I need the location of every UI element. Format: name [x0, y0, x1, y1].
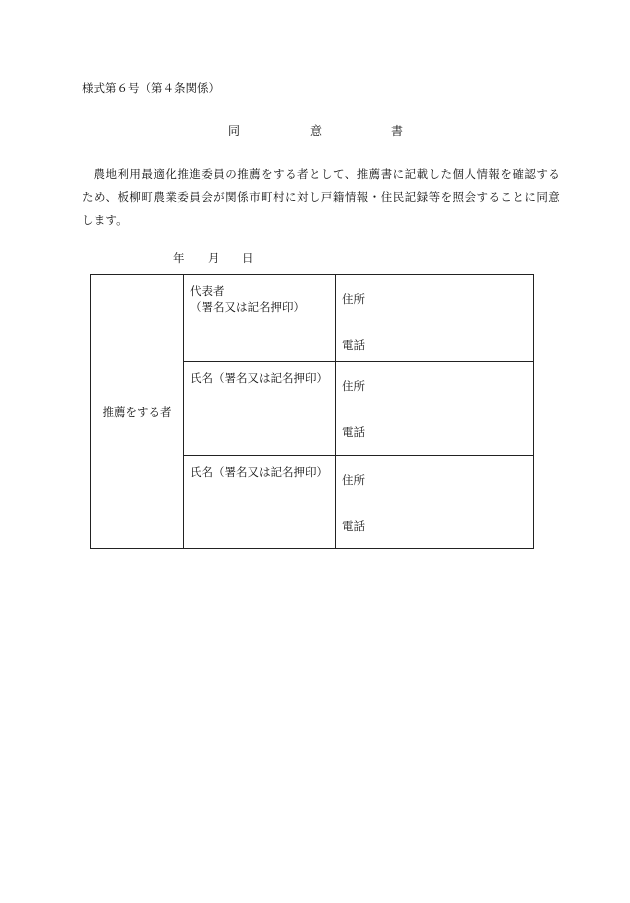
- title-char-1: 同: [228, 124, 241, 138]
- name-caption: 氏名（署名又は記名押印）: [190, 465, 328, 479]
- recommender-label: 推薦をする者: [91, 275, 184, 549]
- address-cell[interactable]: [336, 275, 534, 362]
- consent-paragraph: 農地利用最適化推進委員の推薦をする者として、推薦書に記載した個人情報を確認するため、板柳町農業委員会が関係市町村に対し戸籍情報・住民記録等を照会することに同意します。: [82, 167, 560, 227]
- name-cell[interactable]: [184, 275, 336, 362]
- phone-label: 電話: [342, 338, 365, 352]
- representative-label: 代表者: [190, 284, 225, 298]
- signature-note: （署名又は記名押印）: [190, 300, 305, 314]
- name-cell[interactable]: [184, 362, 336, 456]
- table-row: [91, 275, 534, 362]
- recommender-table: [90, 274, 534, 549]
- address-label: 住所: [342, 379, 365, 393]
- date-month-label: 月: [208, 251, 220, 265]
- date-year-label: 年: [173, 251, 185, 265]
- name-caption: [190, 283, 305, 315]
- title-char-2: 意: [310, 124, 323, 138]
- phone-label: 電話: [342, 519, 365, 533]
- name-caption: 氏名（署名又は記名押印）: [190, 371, 328, 385]
- address-label: 住所: [342, 292, 365, 306]
- name-cell[interactable]: [184, 456, 336, 549]
- title-char-3: 書: [391, 124, 404, 138]
- form-number: 様式第６号（第４条関係）: [82, 81, 220, 95]
- address-cell[interactable]: [336, 456, 534, 549]
- phone-label: 電話: [342, 425, 365, 439]
- date-day-label: 日: [242, 251, 254, 265]
- document-title: [0, 122, 630, 142]
- address-label: 住所: [342, 473, 365, 487]
- address-cell[interactable]: [336, 362, 534, 456]
